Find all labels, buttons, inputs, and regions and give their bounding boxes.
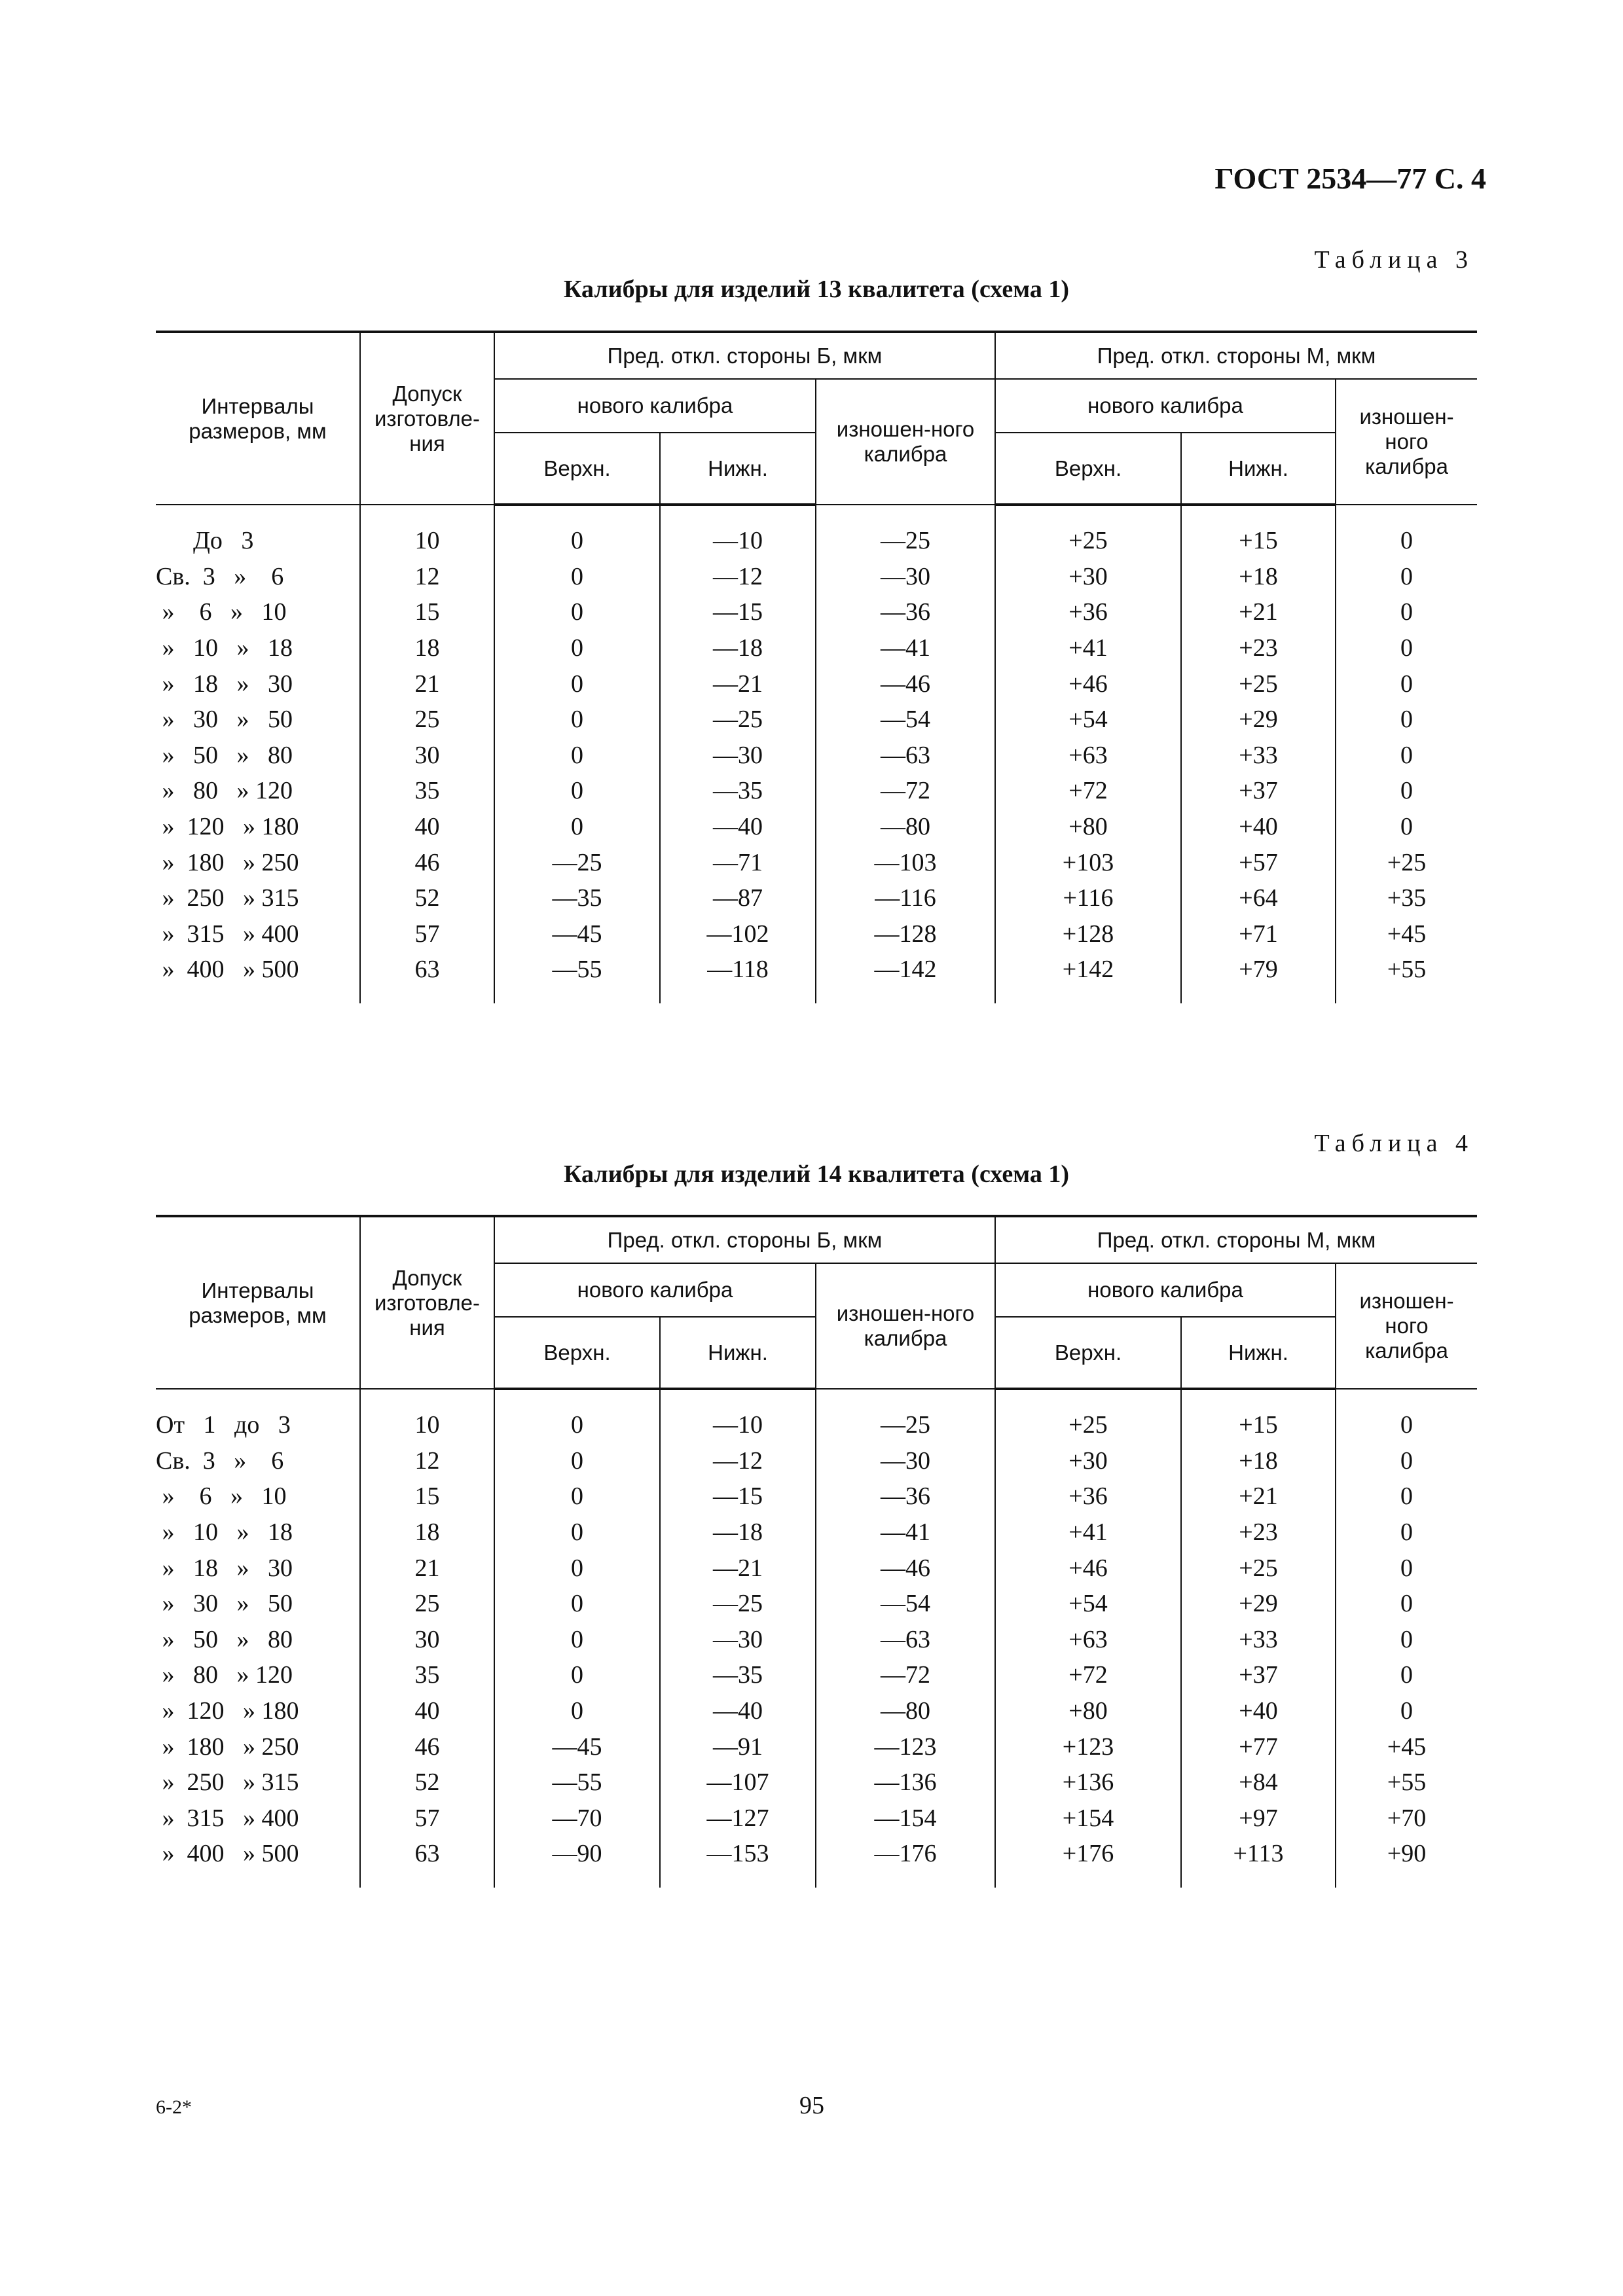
cell-b-low: —15: [660, 1479, 816, 1515]
table-row: [156, 559, 1477, 595]
cell-m-worn: 0: [1336, 1479, 1477, 1515]
cell-range: » 18 » 30: [156, 670, 293, 698]
cell-m-up: +176: [995, 1836, 1181, 1872]
cell-m-low: +21: [1181, 594, 1336, 630]
cell-m-worn: +55: [1336, 1765, 1477, 1801]
cell-b-worn: —54: [816, 1586, 995, 1622]
table-row: [156, 1550, 1477, 1586]
cell-m-worn: 0: [1336, 630, 1477, 666]
table-row: [156, 1657, 1477, 1693]
cell-m-worn: 0: [1336, 1586, 1477, 1622]
cell-m-up: +63: [995, 1622, 1181, 1658]
lower-header: Нижн.: [660, 1317, 816, 1389]
cell-m-worn: +45: [1336, 1729, 1477, 1765]
cell-b-up: 0: [494, 1622, 660, 1658]
cell-b-low: —91: [660, 1729, 816, 1765]
table-row: [156, 738, 1477, 774]
cell-tol: 30: [360, 1622, 494, 1658]
table-row: [156, 1801, 1477, 1837]
cell-b-worn: —36: [816, 1479, 995, 1515]
cell-b-worn: —46: [816, 1550, 995, 1586]
cell-m-worn: +45: [1336, 916, 1477, 952]
cell-m-up: +41: [995, 1515, 1181, 1551]
table-row: [156, 1693, 1477, 1729]
table-row: [156, 1443, 1477, 1479]
cell-range: » 50 » 80: [156, 741, 293, 769]
cell-m-up: +154: [995, 1801, 1181, 1837]
new-gauge-header: нового калибра: [995, 379, 1336, 433]
cell-b-low: —71: [660, 844, 816, 880]
cell-tol: 30: [360, 738, 494, 774]
cell-b-worn: —54: [816, 702, 995, 738]
cell-b-worn: —136: [816, 1765, 995, 1801]
cell-b-low: —107: [660, 1765, 816, 1801]
cell-m-up: +142: [995, 952, 1181, 988]
cell-m-low: +71: [1181, 916, 1336, 952]
side-m-header: Пред. откл. стороны М, мкм: [995, 332, 1477, 379]
cell-b-worn: —30: [816, 1443, 995, 1479]
cell-m-low: +77: [1181, 1729, 1336, 1765]
cell-m-worn: 0: [1336, 1407, 1477, 1443]
cell-m-low: +23: [1181, 630, 1336, 666]
cell-range: Св. 3 » 6: [156, 562, 284, 590]
cell-m-low: +33: [1181, 738, 1336, 774]
cell-b-worn: —46: [816, 666, 995, 702]
cell-range: Св. 3 » 6: [156, 1446, 284, 1475]
cell-m-up: +116: [995, 880, 1181, 916]
cell-tol: 52: [360, 880, 494, 916]
cell-tol: 15: [360, 594, 494, 630]
cell-tol: 46: [360, 844, 494, 880]
cell-b-up: —25: [494, 844, 660, 880]
cell-b-worn: —30: [816, 559, 995, 595]
cell-range: » 120 » 180: [156, 1697, 299, 1725]
cell-b-up: 0: [494, 1443, 660, 1479]
cell-m-low: +15: [1181, 523, 1336, 559]
table-label: Таблица 4: [1314, 1130, 1474, 1157]
cell-range: » 10 » 18: [156, 634, 293, 662]
cell-m-worn: 0: [1336, 666, 1477, 702]
cell-b-up: —70: [494, 1801, 660, 1837]
table-row: [156, 773, 1477, 809]
cell-m-worn: +90: [1336, 1836, 1477, 1872]
table-row: [156, 844, 1477, 880]
cell-m-worn: 0: [1336, 1550, 1477, 1586]
upper-header: Верхн.: [494, 433, 660, 505]
side-b-header: Пред. откл. стороны Б, мкм: [494, 1216, 995, 1263]
cell-b-low: —18: [660, 1515, 816, 1551]
cell-m-worn: +35: [1336, 880, 1477, 916]
cell-b-up: —55: [494, 952, 660, 988]
cell-b-up: 0: [494, 630, 660, 666]
cell-tol: 25: [360, 1586, 494, 1622]
lower-header: Нижн.: [660, 433, 816, 505]
cell-b-low: —15: [660, 594, 816, 630]
cell-m-up: +128: [995, 916, 1181, 952]
cell-m-up: +80: [995, 1693, 1181, 1729]
cell-tol: 40: [360, 1693, 494, 1729]
cell-b-worn: —36: [816, 594, 995, 630]
cell-m-worn: 0: [1336, 738, 1477, 774]
cell-b-up: 0: [494, 594, 660, 630]
cell-range: » 10 » 18: [156, 1518, 293, 1547]
cell-m-low: +57: [1181, 844, 1336, 880]
cell-range: До 3: [156, 527, 254, 555]
cell-b-worn: —25: [816, 523, 995, 559]
cell-b-low: —35: [660, 773, 816, 809]
cell-b-low: —25: [660, 702, 816, 738]
worn-gauge-header: изношен-ного калибра: [1336, 379, 1477, 505]
cell-range: » 30 » 50: [156, 1590, 293, 1618]
cell-m-low: +64: [1181, 880, 1336, 916]
cell-m-worn: 0: [1336, 773, 1477, 809]
cell-b-up: 0: [494, 809, 660, 845]
cell-b-low: —40: [660, 809, 816, 845]
cell-m-low: +97: [1181, 1801, 1336, 1837]
cell-b-low: —118: [660, 952, 816, 988]
cell-b-up: —45: [494, 1729, 660, 1765]
cell-range: » 50 » 80: [156, 1625, 293, 1653]
cell-b-worn: —41: [816, 1515, 995, 1551]
table-row: [156, 1622, 1477, 1658]
cell-m-up: +46: [995, 666, 1181, 702]
cell-range: » 180 » 250: [156, 848, 299, 876]
cell-b-low: —12: [660, 559, 816, 595]
cell-m-low: +84: [1181, 1765, 1336, 1801]
cell-tol: 18: [360, 1515, 494, 1551]
cell-b-up: 0: [494, 1407, 660, 1443]
table-row: [156, 1729, 1477, 1765]
table-row: [156, 594, 1477, 630]
cell-range: » 400 » 500: [156, 956, 299, 984]
cell-m-up: +36: [995, 1479, 1181, 1515]
cell-b-low: —87: [660, 880, 816, 916]
table-spacer: [156, 1872, 1477, 1888]
cell-b-low: —18: [660, 630, 816, 666]
cell-m-up: +30: [995, 1443, 1181, 1479]
cell-m-low: +18: [1181, 559, 1336, 595]
table-row: [156, 702, 1477, 738]
cell-m-low: +23: [1181, 1515, 1336, 1551]
cell-tol: 21: [360, 666, 494, 702]
cell-b-up: 0: [494, 666, 660, 702]
cell-range: » 250 » 315: [156, 1768, 299, 1797]
cell-m-worn: +70: [1336, 1801, 1477, 1837]
cell-m-up: +136: [995, 1765, 1181, 1801]
cell-m-worn: 0: [1336, 1622, 1477, 1658]
table-row: [156, 1586, 1477, 1622]
table-row: [156, 666, 1477, 702]
cell-b-up: 0: [494, 523, 660, 559]
intervals-header: Интервалы размеров, мм: [156, 332, 360, 505]
cell-m-low: +15: [1181, 1407, 1336, 1443]
cell-b-low: —127: [660, 1801, 816, 1837]
cell-tol: 46: [360, 1729, 494, 1765]
side-b-header: Пред. откл. стороны Б, мкм: [494, 332, 995, 379]
table-label: Таблица 3: [1314, 246, 1474, 274]
worn-gauge-header: изношен-ного калибра: [1336, 1263, 1477, 1389]
cell-m-up: +80: [995, 809, 1181, 845]
cell-m-low: +18: [1181, 1443, 1336, 1479]
cell-m-low: +25: [1181, 1550, 1336, 1586]
cell-m-up: +25: [995, 1407, 1181, 1443]
cell-m-worn: 0: [1336, 1443, 1477, 1479]
cell-m-up: +123: [995, 1729, 1181, 1765]
upper-header: Верхн.: [494, 1317, 660, 1389]
cell-b-worn: —63: [816, 1622, 995, 1658]
cell-range: » 80 » 120: [156, 777, 293, 805]
cell-m-low: +37: [1181, 1657, 1336, 1693]
cell-m-low: +33: [1181, 1622, 1336, 1658]
cell-b-up: 0: [494, 1515, 660, 1551]
new-gauge-header: нового калибра: [494, 379, 816, 433]
cell-b-low: —102: [660, 916, 816, 952]
cell-tol: 57: [360, 1801, 494, 1837]
cell-m-low: +40: [1181, 809, 1336, 845]
cell-m-up: +30: [995, 559, 1181, 595]
cell-m-low: +79: [1181, 952, 1336, 988]
upper-header: Верхн.: [995, 1317, 1181, 1389]
cell-m-low: +29: [1181, 702, 1336, 738]
table-row: [156, 916, 1477, 952]
cell-range: » 6 » 10: [156, 598, 287, 626]
cell-m-up: +54: [995, 702, 1181, 738]
cell-m-worn: 0: [1336, 702, 1477, 738]
cell-tol: 35: [360, 1657, 494, 1693]
cell-b-up: —90: [494, 1836, 660, 1872]
table-row: [156, 1407, 1477, 1443]
cell-m-low: +25: [1181, 666, 1336, 702]
cell-b-up: 0: [494, 1693, 660, 1729]
table-row: [156, 630, 1477, 666]
worn-gauge-header: изношен-ного калибра: [816, 1263, 995, 1389]
tolerance-table: [156, 1215, 1477, 1888]
cell-m-up: +63: [995, 738, 1181, 774]
cell-m-worn: 0: [1336, 1515, 1477, 1551]
cell-m-up: +72: [995, 773, 1181, 809]
intervals-header: Интервалы размеров, мм: [156, 1216, 360, 1389]
cell-b-up: 0: [494, 738, 660, 774]
table-spacer: [156, 1389, 1477, 1407]
table-row: [156, 809, 1477, 845]
cell-m-up: +103: [995, 844, 1181, 880]
cell-b-low: —12: [660, 1443, 816, 1479]
cell-b-low: —21: [660, 666, 816, 702]
cell-range: » 400 » 500: [156, 1840, 299, 1868]
cell-tol: 25: [360, 702, 494, 738]
cell-m-low: +21: [1181, 1479, 1336, 1515]
tolerance-table: [156, 331, 1477, 1003]
cell-tol: 10: [360, 523, 494, 559]
cell-b-up: 0: [494, 1479, 660, 1515]
cell-b-worn: —63: [816, 738, 995, 774]
cell-b-low: —30: [660, 1622, 816, 1658]
cell-m-worn: 0: [1336, 559, 1477, 595]
cell-b-low: —35: [660, 1657, 816, 1693]
cell-b-worn: —154: [816, 1801, 995, 1837]
cell-b-worn: —80: [816, 809, 995, 845]
cell-m-low: +29: [1181, 1586, 1336, 1622]
cell-b-low: —10: [660, 523, 816, 559]
lower-header: Нижн.: [1181, 1317, 1336, 1389]
cell-range: » 315 » 400: [156, 1804, 299, 1832]
page-code: 6-2*: [156, 2096, 192, 2118]
cell-range: » 120 » 180: [156, 813, 299, 841]
cell-b-worn: —41: [816, 630, 995, 666]
cell-tol: 63: [360, 952, 494, 988]
new-gauge-header: нового калибра: [494, 1263, 816, 1317]
cell-range: » 30 » 50: [156, 706, 293, 734]
cell-b-up: 0: [494, 1657, 660, 1693]
cell-tol: 21: [360, 1550, 494, 1586]
table-row: [156, 880, 1477, 916]
cell-m-worn: +25: [1336, 844, 1477, 880]
cell-b-up: —55: [494, 1765, 660, 1801]
cell-b-low: —10: [660, 1407, 816, 1443]
cell-tol: 18: [360, 630, 494, 666]
tolerance-header: Допуск изготовле-ния: [360, 1216, 494, 1389]
table-row: [156, 1515, 1477, 1551]
cell-b-low: —40: [660, 1693, 816, 1729]
cell-m-up: +54: [995, 1586, 1181, 1622]
cell-b-worn: —123: [816, 1729, 995, 1765]
cell-m-up: +41: [995, 630, 1181, 666]
cell-range: » 6 » 10: [156, 1482, 287, 1511]
side-m-header: Пред. откл. стороны М, мкм: [995, 1216, 1477, 1263]
cell-tol: 35: [360, 773, 494, 809]
cell-b-worn: —25: [816, 1407, 995, 1443]
cell-range: » 315 » 400: [156, 920, 299, 948]
cell-b-worn: —103: [816, 844, 995, 880]
cell-b-worn: —80: [816, 1693, 995, 1729]
cell-m-worn: 0: [1336, 1657, 1477, 1693]
cell-tol: 40: [360, 809, 494, 845]
cell-tol: 57: [360, 916, 494, 952]
cell-tol: 52: [360, 1765, 494, 1801]
table-row: [156, 523, 1477, 559]
cell-tol: 15: [360, 1479, 494, 1515]
cell-b-up: 0: [494, 1550, 660, 1586]
table-row: [156, 1836, 1477, 1872]
cell-b-low: —21: [660, 1550, 816, 1586]
table-caption: Калибры для изделий 14 квалитета (схема 1): [563, 1160, 1070, 1188]
cell-range: » 18 » 30: [156, 1554, 293, 1582]
upper-header: Верхн.: [995, 433, 1181, 505]
cell-m-worn: 0: [1336, 809, 1477, 845]
cell-tol: 63: [360, 1836, 494, 1872]
table-caption: Калибры для изделий 13 квалитета (схема 1): [563, 276, 1070, 303]
new-gauge-header: нового калибра: [995, 1263, 1336, 1317]
lower-header: Нижн.: [1181, 433, 1336, 505]
cell-range: От 1 до 3: [156, 1411, 291, 1439]
cell-range: » 250 » 315: [156, 884, 299, 912]
cell-b-up: 0: [494, 1586, 660, 1622]
worn-gauge-header: изношен-ного калибра: [816, 379, 995, 505]
cell-range: » 180 » 250: [156, 1732, 299, 1761]
cell-m-worn: +55: [1336, 952, 1477, 988]
cell-m-low: +37: [1181, 773, 1336, 809]
cell-b-low: —30: [660, 738, 816, 774]
cell-b-up: —45: [494, 916, 660, 952]
cell-range: » 80 » 120: [156, 1661, 293, 1689]
cell-b-worn: —72: [816, 773, 995, 809]
cell-b-up: 0: [494, 559, 660, 595]
cell-b-worn: —116: [816, 880, 995, 916]
cell-m-worn: 0: [1336, 1693, 1477, 1729]
cell-tol: 10: [360, 1407, 494, 1443]
cell-b-up: 0: [494, 773, 660, 809]
cell-b-worn: —128: [816, 916, 995, 952]
cell-b-up: —35: [494, 880, 660, 916]
cell-b-low: —153: [660, 1836, 816, 1872]
cell-b-worn: —142: [816, 952, 995, 988]
cell-m-up: +46: [995, 1550, 1181, 1586]
cell-b-up: 0: [494, 702, 660, 738]
cell-m-low: +40: [1181, 1693, 1336, 1729]
table-spacer: [156, 505, 1477, 523]
cell-tol: 12: [360, 559, 494, 595]
table-spacer: [156, 988, 1477, 1003]
cell-b-worn: —72: [816, 1657, 995, 1693]
page-header: ГОСТ 2534—77 С. 4: [1214, 162, 1486, 195]
cell-m-up: +25: [995, 523, 1181, 559]
cell-tol: 12: [360, 1443, 494, 1479]
table-row: [156, 952, 1477, 988]
table-row: [156, 1765, 1477, 1801]
page-number: 95: [799, 2092, 824, 2119]
cell-m-up: +72: [995, 1657, 1181, 1693]
cell-b-worn: —176: [816, 1836, 995, 1872]
cell-b-low: —25: [660, 1586, 816, 1622]
tolerance-header: Допуск изготовле-ния: [360, 332, 494, 505]
cell-m-low: +113: [1181, 1836, 1336, 1872]
cell-m-worn: 0: [1336, 594, 1477, 630]
cell-m-worn: 0: [1336, 523, 1477, 559]
cell-m-up: +36: [995, 594, 1181, 630]
table-row: [156, 1479, 1477, 1515]
